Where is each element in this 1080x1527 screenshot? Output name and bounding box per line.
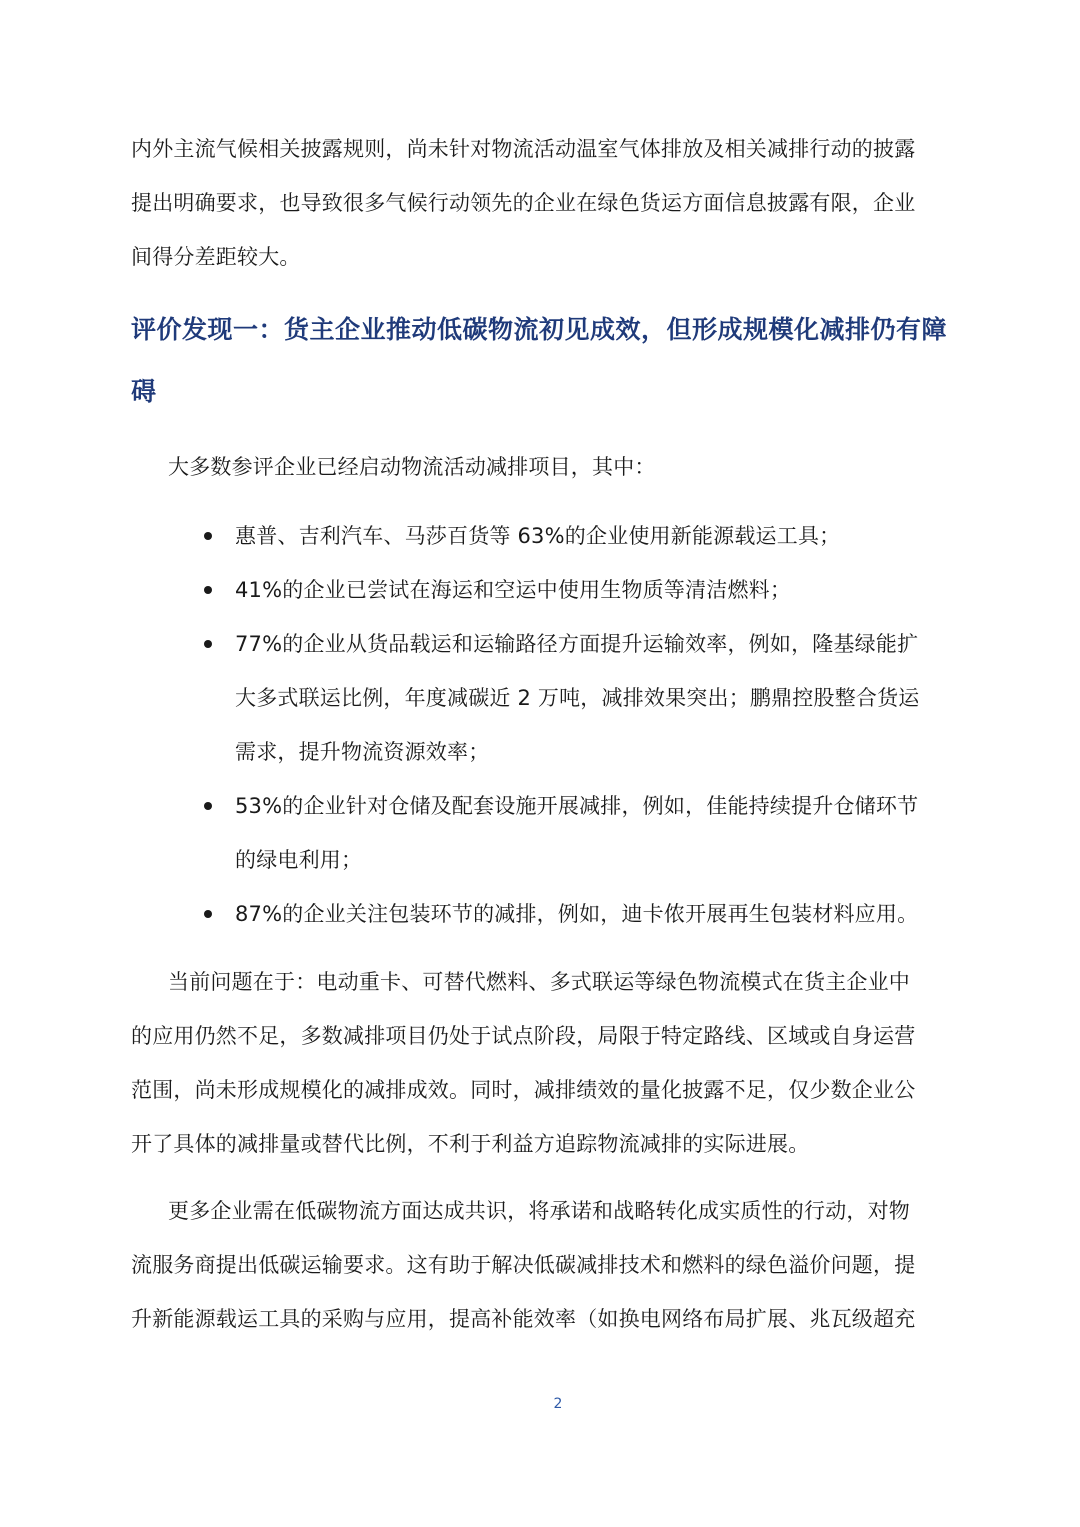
list-item-line: 87%的企业关注包装环节的减排，例如，迪卡侬开展再生包装材料应用。 — [235, 902, 919, 926]
bullet-icon — [204, 910, 212, 918]
intro-line: 提出明确要求，也导致很多气候行动领先的企业在绿色货运方面信息披露有限，企业 — [131, 191, 916, 215]
closing-line: 更多企业需在低碳物流方面达成共识，将承诺和战略转化成实质性的行动，对物 — [168, 1199, 910, 1223]
problem-line: 的应用仍然不足，多数减排项目仍处于试点阶段，局限于特定路线、区域或自身运营 — [131, 1024, 916, 1048]
problem-line: 开了具体的减排量或替代比例，不利于利益方追踪物流减排的实际进展。 — [131, 1132, 810, 1156]
list-item-line: 的绿电利用； — [235, 848, 363, 872]
list-item-line: 41%的企业已尝试在海运和空运中使用生物质等清洁燃料； — [235, 578, 792, 602]
list-item-line: 77%的企业从货品载运和运输路径方面提升运输效率，例如，隆基绿能扩 — [235, 632, 919, 656]
closing-line: 流服务商提出低碳运输要求。这有助于解决低碳减排技术和燃料的绿色溢价问题，提 — [131, 1253, 916, 1277]
bullet-icon — [204, 640, 212, 648]
problem-line: 当前问题在于：电动重卡、可替代燃料、多式联运等绿色物流模式在货主企业中 — [168, 970, 910, 994]
problem-line: 范围，尚未形成规模化的减排成效。同时，减排绩效的量化披露不足，仅少数企业公 — [131, 1078, 916, 1102]
intro-line: 内外主流气候相关披露规则，尚未针对物流活动温室气体排放及相关减排行动的披露 — [131, 137, 916, 161]
bullet-icon — [204, 532, 212, 540]
list-item-line: 53%的企业针对仓储及配套设施开展减排，例如，佳能持续提升仓储环节 — [235, 794, 919, 818]
list-item-line: 需求，提升物流资源效率； — [235, 740, 490, 764]
intro-line: 间得分差距较大。 — [131, 245, 301, 269]
section-heading-line: 碍 — [131, 377, 157, 406]
list-item-line: 惠普、吉利汽车、马莎百货等 63%的企业使用新能源载运工具； — [235, 524, 841, 548]
section-heading-line: 评价发现一：货主企业推动低碳物流初见成效，但形成规模化减排仍有障 — [131, 315, 948, 344]
bullet-icon — [204, 586, 212, 594]
list-item-line: 大多式联运比例，年度减碳近 2 万吨，减排效果突出；鹏鼎控股整合货运 — [235, 686, 920, 710]
bullet-icon — [204, 802, 212, 810]
closing-line: 升新能源载运工具的采购与应用，提高补能效率（如换电网络布局扩展、兆瓦级超充 — [131, 1307, 916, 1331]
page-number: 2 — [553, 1396, 563, 1412]
lead-sentence: 大多数参评企业已经启动物流活动减排项目，其中： — [168, 455, 656, 479]
